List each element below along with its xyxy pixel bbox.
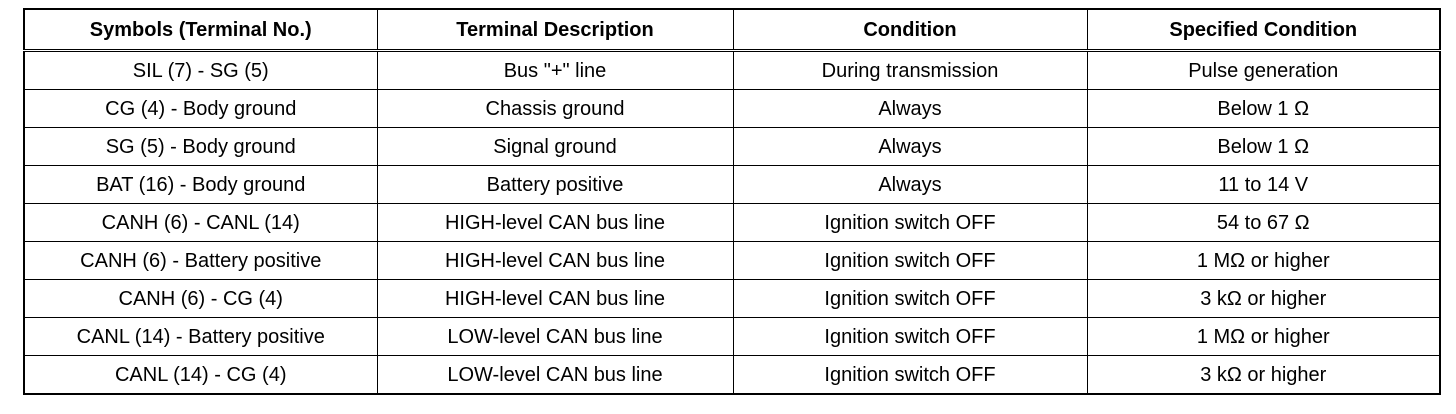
cell-specified: Below 1 Ω <box>1087 128 1440 166</box>
cell-condition: Ignition switch OFF <box>733 280 1087 318</box>
table-row <box>24 90 1440 128</box>
cell-symbols: CG (4) - Body ground <box>24 90 377 128</box>
cell-specified: 54 to 67 Ω <box>1087 204 1440 242</box>
header-symbols: Symbols (Terminal No.) <box>24 9 377 51</box>
cell-condition: Always <box>733 90 1087 128</box>
cell-symbols: SIL (7) - SG (5) <box>24 51 377 90</box>
cell-condition: Ignition switch OFF <box>733 356 1087 395</box>
header-condition: Condition <box>733 9 1087 51</box>
table-row <box>24 51 1440 90</box>
cell-condition: During transmission <box>733 51 1087 90</box>
table-row <box>24 166 1440 204</box>
cell-description: Chassis ground <box>377 90 733 128</box>
specification-table-container <box>23 8 1439 395</box>
cell-symbols: CANH (6) - Battery positive <box>24 242 377 280</box>
table-row <box>24 242 1440 280</box>
table-row <box>24 318 1440 356</box>
table-row <box>24 280 1440 318</box>
cell-symbols: BAT (16) - Body ground <box>24 166 377 204</box>
terminal-specification-table <box>23 8 1441 395</box>
cell-specified: 3 kΩ or higher <box>1087 356 1440 395</box>
cell-specified: 3 kΩ or higher <box>1087 280 1440 318</box>
cell-symbols: SG (5) - Body ground <box>24 128 377 166</box>
cell-symbols: CANH (6) - CG (4) <box>24 280 377 318</box>
cell-specified: 1 MΩ or higher <box>1087 242 1440 280</box>
cell-symbols: CANL (14) - Battery positive <box>24 318 377 356</box>
table-row <box>24 204 1440 242</box>
cell-condition: Ignition switch OFF <box>733 242 1087 280</box>
cell-description: HIGH-level CAN bus line <box>377 242 733 280</box>
cell-description: LOW-level CAN bus line <box>377 356 733 395</box>
cell-condition: Ignition switch OFF <box>733 318 1087 356</box>
cell-condition: Ignition switch OFF <box>733 204 1087 242</box>
table-header-row <box>24 9 1440 51</box>
cell-specified: Below 1 Ω <box>1087 90 1440 128</box>
cell-symbols: CANL (14) - CG (4) <box>24 356 377 395</box>
cell-description: HIGH-level CAN bus line <box>377 204 733 242</box>
cell-condition: Always <box>733 166 1087 204</box>
cell-description: Signal ground <box>377 128 733 166</box>
cell-specified: 1 MΩ or higher <box>1087 318 1440 356</box>
header-terminal-description: Terminal Description <box>377 9 733 51</box>
cell-condition: Always <box>733 128 1087 166</box>
cell-specified: Pulse generation <box>1087 51 1440 90</box>
cell-description: HIGH-level CAN bus line <box>377 280 733 318</box>
table-row <box>24 356 1440 395</box>
cell-description: LOW-level CAN bus line <box>377 318 733 356</box>
cell-symbols: CANH (6) - CANL (14) <box>24 204 377 242</box>
cell-specified: 11 to 14 V <box>1087 166 1440 204</box>
cell-description: Bus "+" line <box>377 51 733 90</box>
table-row <box>24 128 1440 166</box>
header-specified-condition: Specified Condition <box>1087 9 1440 51</box>
cell-description: Battery positive <box>377 166 733 204</box>
